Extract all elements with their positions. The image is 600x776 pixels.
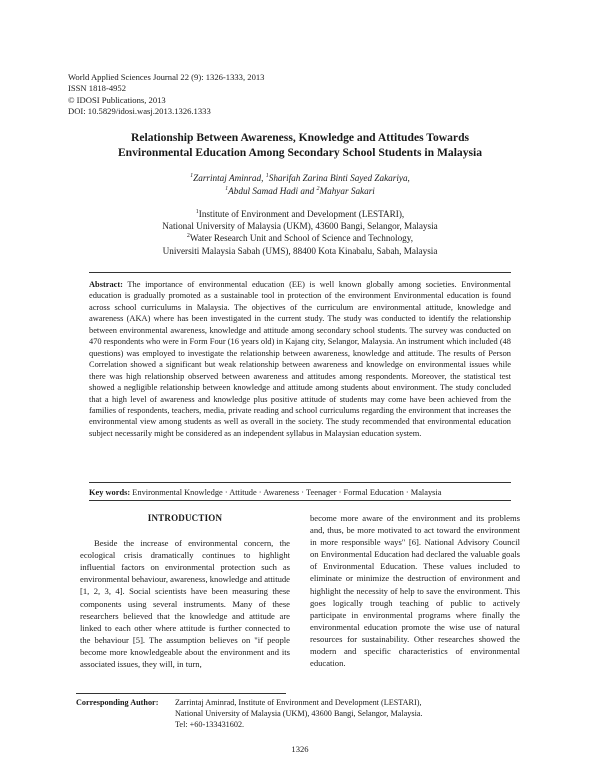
journal-header — [68, 72, 264, 118]
issn: ISSN 1818-4952 — [68, 83, 127, 94]
corresponding-line: Tel: +60-133431602. — [175, 720, 245, 730]
paper-title — [80, 130, 520, 160]
abstract — [89, 279, 511, 439]
author-affil-marker: 1 — [225, 185, 229, 192]
right-column — [310, 512, 520, 669]
affiliations — [80, 208, 520, 257]
intro-paragraph: Beside the increase of environmental concern, the ecological crisis dramatically continues to highlight influential factors on environmental protection such as environmental behaviour, awareness, knowledge and attitude [1, 2, 3, 4]. Social scientists have been measuring these components using several instruments. Many of these researchers believed that the knowledge and attitude are linked to each other where attitude is further connected to the behaviour [5]. The assumption believes on "if people become more knowledgeable about the environment and its associated issues, they will, in turn, — [80, 538, 290, 670]
author-line-2 — [80, 185, 520, 198]
author-affil-marker: 2 — [316, 185, 320, 192]
page-number: 1326 — [291, 744, 309, 754]
abstract-bottom-rule — [89, 482, 511, 483]
abstract-text: The importance of environmental education (EE) is well known globally among societies. Environmental education is gradually promoted as a sustainable tool in protection of the environment Environmental education is found across school curriculums in Malaysia. The objectives of the curriculum are environmental attitude, knowledge and awareness (AKA) where has been investigated in the current study. The study was conducted to identify the relationship between environmental awareness, knowledge and attitude among secondary school students. The survey was conducted on 470 respondents who were in Form Four (16 years old) in Kajang city, Selangor, Malaysia. An instrument which included (48 questions) was employed to investigate the relationship between awareness, knowledge and attitude. The results of Person Correlation showed a significant but weak relationship between awareness and knowledge on environmental issues while there was high relationship observed between awareness and attitudes among respondents. Moreover, the statistical test showed a negligible relationship between knowledge and attitude among students about environment. The study concluded that a high level of awareness and knowledge plus positive attitude of students may come have been achieved from the families of respondents, teachers, media, private reading and school curriculums regarding the environment that increases the environmental view among students as well as overall in the society. The study recommended that environmental education subject necessarily might be considered as an independent syllabus in Malaysian education system. — [89, 280, 511, 438]
title-line-2: Environmental Education Among Secondary School Students in Malaysia — [117, 146, 483, 159]
affiliation-line: National University of Malaysia (UKM), 43600 Bangi, Selangor, Malaysia — [162, 221, 438, 232]
author-affil-marker: 1 — [265, 172, 269, 179]
section-heading: INTRODUCTION — [147, 513, 223, 523]
affil-text: Institute of Environment and Development (LESTARI), — [198, 209, 405, 219]
corresponding-label: Corresponding Author: — [76, 698, 159, 707]
keywords-text: Environmental Knowledge · Attitude · Awareness · Teenager · Formal Education · Malaysia — [130, 488, 442, 497]
doi: DOI: 10.5829/idosi.wasj.2013.1326.1333 — [68, 106, 211, 117]
title-line-1: Relationship Between Awareness, Knowledge and Attitudes Towards — [130, 131, 470, 144]
affil-text: Water Research Unit and School of Science and Technology, — [189, 233, 414, 244]
keywords — [89, 487, 511, 498]
left-column — [80, 512, 290, 670]
author-line-1 — [80, 172, 520, 185]
affil-marker: 2 — [186, 233, 190, 240]
abstract-label: Abstract: — [89, 280, 123, 289]
intro-paragraph-continued: become more aware of the environment and its problems and, thus, be more motivated to act toward the environment in more responsible ways" [6]. National Advisory Council on Environmental Education had declared the valuable goals of Environmental Education. These values included to eliminate or minimize the destruction of environment and highlight the necessity of help to save the environment. This goes logically trough teaching of public to actively participate in environmental programs where finally the environmental education promote the wise use of natural resources for sustainability. Other researches showed the modern and specific characteristics of environmental education. — [310, 513, 520, 669]
copyright: © IDOSI Publications, 2013 — [68, 94, 166, 105]
affiliation-line — [80, 232, 520, 244]
affiliation-line — [80, 208, 520, 220]
affiliation-line: Universiti Malaysia Sabah (UMS), 88400 Kota Kinabalu, Sabah, Malaysia — [162, 245, 438, 256]
author-name: Mahyar Sakari — [319, 185, 375, 196]
journal-citation: World Applied Sciences Journal 22 (9): 1326-1333, 2013 — [68, 72, 265, 82]
abstract-top-rule — [89, 272, 511, 273]
author-name: Abdul Samad Hadi and — [228, 185, 317, 196]
author-affil-marker: 1 — [190, 172, 194, 179]
author-name: Sharifah Zarina Binti Sayed Zakariya, — [268, 173, 410, 183]
corresponding-details — [175, 697, 535, 731]
keywords-rule — [89, 500, 511, 501]
author-list — [80, 172, 520, 197]
footnote-rule — [76, 693, 286, 694]
author-name: Zarrintaj Aminrad, — [193, 173, 266, 183]
affil-marker: 1 — [195, 208, 199, 215]
corresponding-line: National University of Malaysia (UKM), 43600 Bangi, Selangor, Malaysia. — [175, 709, 423, 719]
keywords-label: Key words: — [89, 488, 131, 497]
corresponding-line: Zarrintaj Aminrad, Institute of Environment and Development (LESTARI), — [175, 698, 422, 707]
